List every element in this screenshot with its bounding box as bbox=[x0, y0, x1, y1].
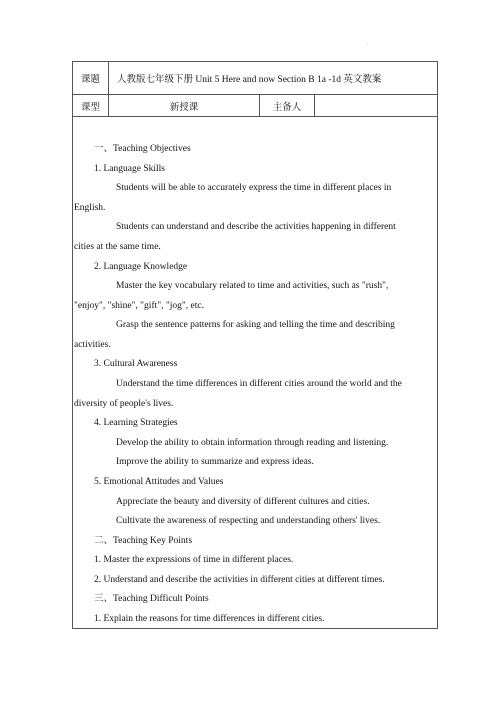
type-label: 课型 bbox=[80, 102, 100, 113]
list-item: 2. Understand and describe the activities in different cities at different times. bbox=[94, 575, 385, 585]
paragraph-line: Students will be able to accurately express the time in different places in bbox=[116, 183, 392, 193]
lesson-plan-table bbox=[72, 61, 438, 629]
preparer-value bbox=[315, 95, 437, 116]
paragraph-line: Improve the ability to summarize and express ideas. bbox=[116, 457, 314, 467]
section-heading: 二、Teaching Key Points bbox=[94, 536, 193, 546]
subsection-heading: 5. Emotional Attitudes and Values bbox=[94, 477, 224, 487]
subsection-heading: 1. Language Skills bbox=[94, 164, 165, 174]
paragraph-line: activities. bbox=[74, 340, 111, 350]
paragraph-line: diversity of people's lives. bbox=[74, 399, 174, 409]
paragraph-line: cities at the same time. bbox=[74, 242, 161, 252]
lesson-content bbox=[73, 118, 437, 628]
title-row bbox=[73, 62, 437, 95]
type-value: 新授课 bbox=[169, 102, 199, 113]
corner-mark: . bbox=[367, 41, 369, 47]
paragraph-line: Grasp the sentence patterns for asking and telling the time and describing bbox=[116, 320, 395, 330]
subsection-heading: 4. Learning Strategies bbox=[94, 418, 178, 428]
paragraph-line: Master the key vocabulary related to time and activities, such as "rush", bbox=[116, 281, 389, 291]
title-value: 人教版七年级下册 Unit 5 Here and now Section B 1a -1d 英文教案 bbox=[117, 75, 382, 85]
section-heading: 三、Teaching Difficult Points bbox=[94, 594, 209, 604]
subsection-heading: 3. Cultural Awareness bbox=[94, 359, 178, 369]
paragraph-line: English. bbox=[74, 203, 106, 213]
list-item: 1. Master the expressions of time in different places. bbox=[94, 555, 294, 565]
section-heading: 一、Teaching Objectives bbox=[94, 144, 191, 154]
paragraph-line: "enjoy", "shine", "gift", "jog", etc. bbox=[74, 301, 204, 311]
list-item: 1. Explain the reasons for time differences in different cities. bbox=[94, 614, 325, 624]
type-row bbox=[73, 95, 437, 117]
paragraph-line: Develop the ability to obtain information through reading and listening. bbox=[116, 438, 389, 448]
subsection-heading: 2. Language Knowledge bbox=[94, 262, 188, 272]
paragraph-line: Cultivate the awareness of respecting and understanding others' lives. bbox=[116, 516, 381, 526]
preparer-label: 主备人 bbox=[272, 102, 302, 113]
paragraph-line: Understand the time differences in different cities around the world and the bbox=[116, 379, 402, 389]
paragraph-line: Students can understand and describe the activities happening in different bbox=[116, 222, 396, 232]
title-label: 课题 bbox=[80, 75, 100, 85]
paragraph-line: Appreciate the beauty and diversity of different cultures and cities. bbox=[116, 497, 370, 507]
